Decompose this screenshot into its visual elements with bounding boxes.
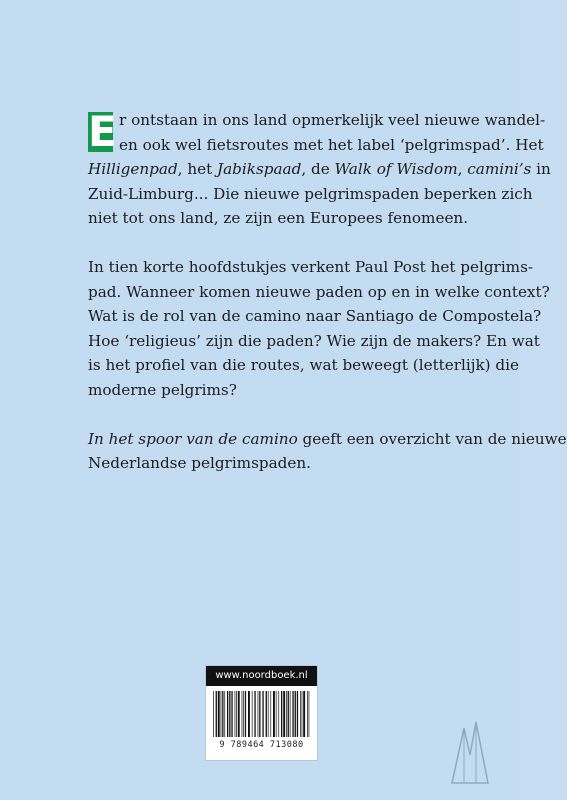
text-run: r ontstaan in ons land opmerkelijk veel nieuwe wandel- bbox=[119, 111, 546, 129]
barcode-bar bbox=[252, 691, 253, 737]
text-line bbox=[88, 329, 540, 354]
barcode-bar bbox=[216, 691, 217, 737]
barcode-bar bbox=[262, 691, 263, 737]
italic-text: Walk of Wisdom bbox=[334, 160, 458, 178]
italic-text: camini’s bbox=[467, 160, 532, 178]
italic-text: Hilligenpad bbox=[88, 160, 178, 178]
drop-cap: E bbox=[88, 107, 117, 156]
text-line bbox=[88, 108, 546, 133]
text-line bbox=[88, 133, 544, 158]
text-run: pad. Wanneer komen nieuwe paden op en in welke context? bbox=[88, 282, 550, 301]
text-run: , bbox=[457, 160, 468, 178]
barcode-bar bbox=[281, 691, 282, 737]
barcode-bar bbox=[218, 691, 220, 737]
barcode-bar bbox=[295, 691, 296, 737]
barcode-bar bbox=[231, 691, 232, 737]
text-line bbox=[88, 378, 458, 403]
barcode-bar bbox=[297, 691, 298, 737]
barcode-bar bbox=[213, 691, 214, 737]
barcode-bar bbox=[276, 691, 277, 737]
text-run: , de bbox=[301, 160, 335, 178]
text-line bbox=[88, 206, 469, 231]
text-line bbox=[88, 255, 533, 280]
barcode-bar bbox=[302, 691, 303, 737]
barcode-bar bbox=[300, 691, 301, 737]
barcode-bar bbox=[290, 691, 291, 737]
barcode-bar bbox=[268, 691, 269, 737]
text-run: in bbox=[531, 160, 551, 178]
text-run: Zuid-Limburg... Die nieuwe pelgrimspaden beperken zich bbox=[88, 184, 533, 203]
text-line bbox=[88, 427, 567, 452]
barcode-bar bbox=[221, 691, 222, 737]
barcode-bar bbox=[273, 691, 275, 737]
text-run: In tien korte hoofdstukjes verkent Paul Post het pelgrims- bbox=[88, 258, 533, 276]
text-run: Hoe ‘religieus’ zijn die paden? Wie zijn de makers? En wat bbox=[88, 331, 540, 350]
barcode-bar bbox=[278, 691, 279, 737]
barcode-bar bbox=[245, 691, 246, 737]
italic-text: In het spoor van de camino bbox=[88, 429, 298, 448]
text-run: en ook wel fietsroutes met het label ‘pelgrimspad’. Het bbox=[119, 135, 544, 154]
barcode-bar bbox=[259, 691, 260, 737]
text-run: Wat is de rol van de camino naar Santiago de Compostela? bbox=[88, 307, 542, 325]
barcode-bar bbox=[307, 691, 308, 737]
text-run: niet tot ons land, ze zijn een Europees fenomeen. bbox=[88, 209, 469, 227]
blurb-paragraph-1 bbox=[88, 107, 551, 231]
barcode-bar bbox=[288, 691, 289, 737]
text-line bbox=[88, 280, 550, 305]
text-line bbox=[88, 353, 519, 378]
barcode-bar bbox=[254, 691, 255, 737]
barcode-bar bbox=[235, 691, 236, 737]
barcode-bar bbox=[227, 691, 228, 737]
text-run: moderne pelgrims? bbox=[88, 380, 237, 399]
barcode-bar bbox=[283, 691, 285, 737]
barcode-label bbox=[205, 665, 318, 761]
barcode-bar bbox=[229, 691, 230, 737]
text-run: , het bbox=[177, 160, 218, 178]
text-run: is het profiel van die routes, wat beweegt (letterlijk) die bbox=[88, 356, 519, 374]
text-line bbox=[88, 304, 542, 329]
italic-text: Jabikspaad bbox=[217, 160, 302, 178]
barcode-bar bbox=[238, 691, 240, 737]
barcode-bars bbox=[212, 691, 311, 737]
publisher-logo bbox=[450, 720, 490, 785]
barcode-bar bbox=[270, 691, 271, 737]
barcode-bar bbox=[309, 691, 310, 737]
blurb-paragraph-3 bbox=[88, 427, 567, 476]
text-line bbox=[88, 157, 551, 182]
barcode-bar bbox=[258, 691, 259, 737]
text-line bbox=[88, 451, 458, 476]
barcode-bar bbox=[243, 691, 244, 737]
text-run: geeft een overzicht van de nieuwe bbox=[297, 429, 567, 448]
text-line bbox=[88, 182, 533, 207]
barcode-bar bbox=[292, 691, 293, 737]
barcode-bar bbox=[248, 691, 250, 737]
barcode-bar bbox=[286, 691, 287, 737]
barcode-bar bbox=[222, 691, 223, 737]
blurb-paragraph-2 bbox=[88, 255, 550, 402]
blurb-text bbox=[88, 107, 567, 500]
barcode-bar bbox=[303, 691, 305, 737]
barcode-bar bbox=[224, 691, 225, 737]
barcode-bar bbox=[236, 691, 237, 737]
isbn-number: 9 789464 713080 bbox=[219, 740, 304, 750]
text-run: Nederlandse pelgrimspaden. bbox=[88, 454, 311, 472]
barcode-bar bbox=[266, 691, 267, 737]
barcode-bar bbox=[242, 691, 243, 737]
publisher-website: www.noordboek.nl bbox=[206, 666, 317, 686]
